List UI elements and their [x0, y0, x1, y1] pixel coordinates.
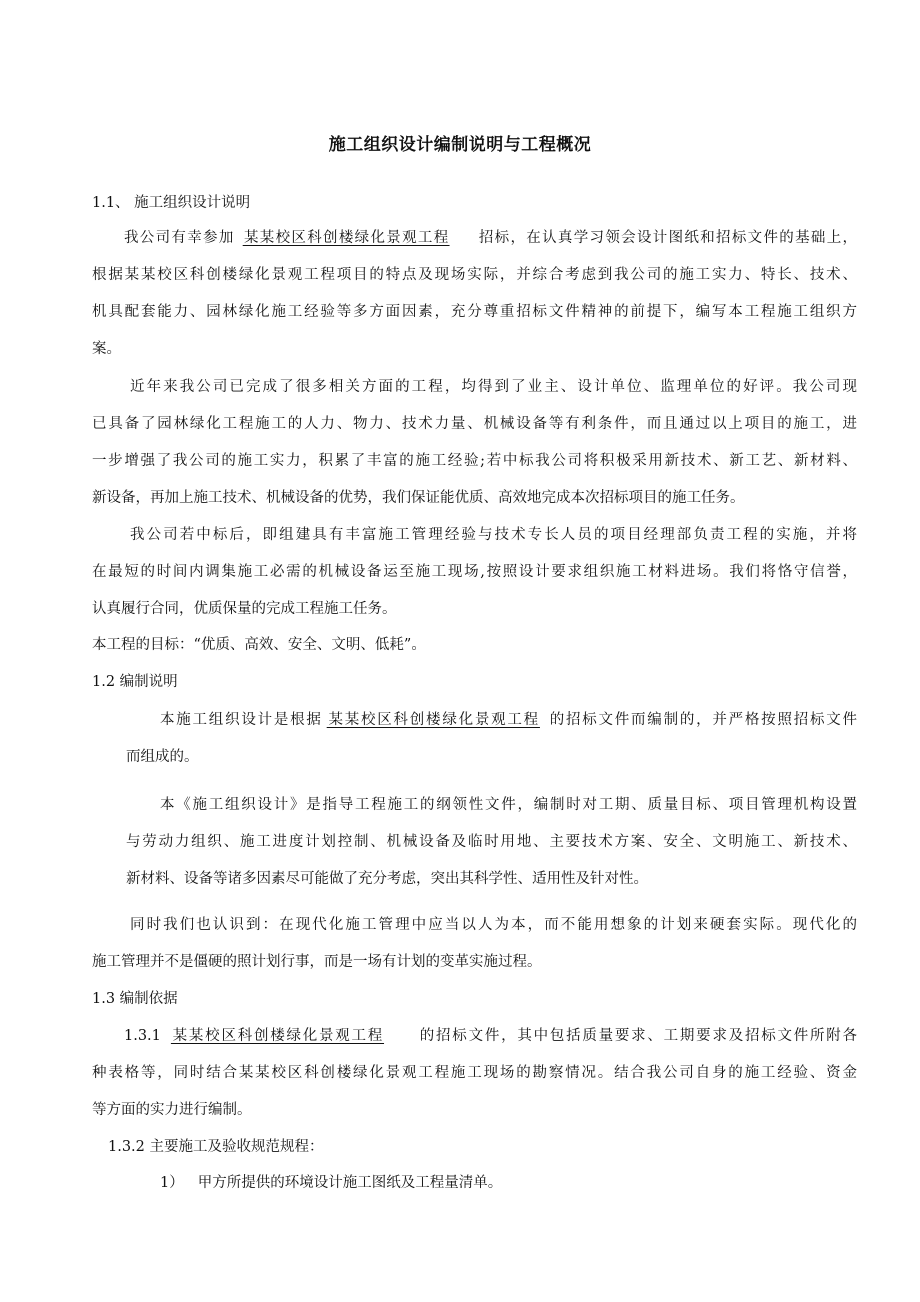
s13-item2-heading: 1.3.2 主要施工及验收规范规程：	[108, 1139, 324, 1155]
s12-p2-line2: 与劳动力组织、施工进度计划控制、机械设备及临时用地、主要技术方案、安全、文明施工、新技术、	[126, 834, 857, 850]
s12-p1-pre: 本施工组织设计是根据	[160, 712, 323, 728]
section-heading-1-1: 1.1、 施工组织设计说明	[92, 195, 251, 211]
project-goal: 本工程的目标：“优质、高效、安全、文明、低耗”。	[92, 637, 426, 653]
s13-item1-line2: 种表格等，同时结合某某校区科创楼绿化景观工程施工现场的勘察情况。结合我公司自身的施工经验、资金	[92, 1065, 857, 1081]
s12-p2-line1: 本《施工组织设计》是指导工程施工的纲领性文件，编制时对工期、质量目标、项目管理机构设置	[160, 797, 857, 813]
s13-item1-post: 的招标文件，其中包括质量要求、工期要求及招标文件所附各	[418, 1028, 858, 1044]
s12-p1-line1	[160, 710, 857, 730]
s11-p1-line4: 案。	[92, 341, 121, 357]
s11-p1-post: 招标，在认真学习领会设计图纸和招标文件的基础上，	[477, 230, 858, 246]
s12-p2-line3: 新材料、设备等诸多因素尽可能做了充分考虑，突出其科学性、适用性及针对性。	[126, 871, 648, 887]
s12-p1-line2: 而组成的。	[126, 749, 199, 765]
section-heading-1-3: 1.3 编制依据	[92, 991, 178, 1007]
s11-p1-line3: 机具配套能力、园林绿化施工经验等多方面因素，充分尊重招标文件精神的前提下，编写本工程施工组织方	[92, 304, 857, 320]
s11-p1-line2: 根据某某校区科创楼绿化景观工程项目的特点及现场实际，并综合考虑到我公司的施工实力、特长、技术、	[92, 267, 857, 283]
s12-p1-post: 的招标文件而编制的，并严格按照招标文件	[547, 712, 858, 728]
s11-p3-line1: 我公司若中标后，即组建具有丰富施工管理经验与技术专长人员的项目经理部负责工程的实施，并将	[130, 527, 857, 543]
project-name-underlined: 某某校区科创楼绿化景观工程	[170, 1028, 385, 1044]
section-heading-1-2: 1.2 编制说明	[92, 674, 178, 690]
project-name-underlined: 某某校区科创楼绿化景观工程	[242, 230, 450, 246]
s11-p2-line2: 已具备了园林绿化工程施工的人力、物力、技术力量、机械设备等有利条件，而且通过以上项目的施工，进	[92, 416, 857, 432]
list-item-number: 1）	[160, 1175, 184, 1191]
s11-p2-line1: 近年来我公司已完成了很多相关方面的工程，均得到了业主、设计单位、监理单位的好评。我公司现	[130, 379, 857, 395]
s12-p3-line2: 施工管理并不是僵硬的照计划行事，而是一场有计划的变革实施过程。	[92, 954, 542, 970]
page-title: 施工组织设计编制说明与工程概况	[328, 135, 592, 155]
s12-p3-line1: 同时我们也认识到：在现代化施工管理中应当以人为本，而不能用想象的计划来硬套实际。现代化的	[130, 917, 857, 933]
s11-p1-line1	[124, 228, 857, 248]
s11-p1-pre: 我公司有幸参加	[124, 230, 235, 246]
spec-list-item-1	[160, 1173, 502, 1193]
list-item-text: 甲方所提供的环境设计施工图纸及工程量清单。	[197, 1175, 503, 1191]
s13-item1-line3: 等方面的实力进行编制。	[92, 1102, 252, 1118]
s11-p2-line3: 一步增强了我公司的施工实力，积累了丰富的施工经验;若中标我公司将积极采用新技术、新工艺、新材料、	[92, 453, 857, 469]
s11-p3-line2: 在最短的时间内调集施工必需的机械设备运至施工现场,按照设计要求组织施工材料进场。我们将恪守信誉，	[92, 564, 857, 580]
s13-item1-num: 1.3.1	[124, 1028, 161, 1044]
s11-p3-line3: 认真履行合同，优质保量的完成工程施工任务。	[92, 601, 397, 617]
s13-item1-line1	[124, 1026, 857, 1046]
s11-p2-line4: 新设备，再加上施工技术、机械设备的优势，我们保证能优质、高效地完成本次招标项目的施工任务。	[92, 490, 745, 506]
project-name-underlined: 某某校区科创楼绿化景观工程	[326, 712, 540, 728]
